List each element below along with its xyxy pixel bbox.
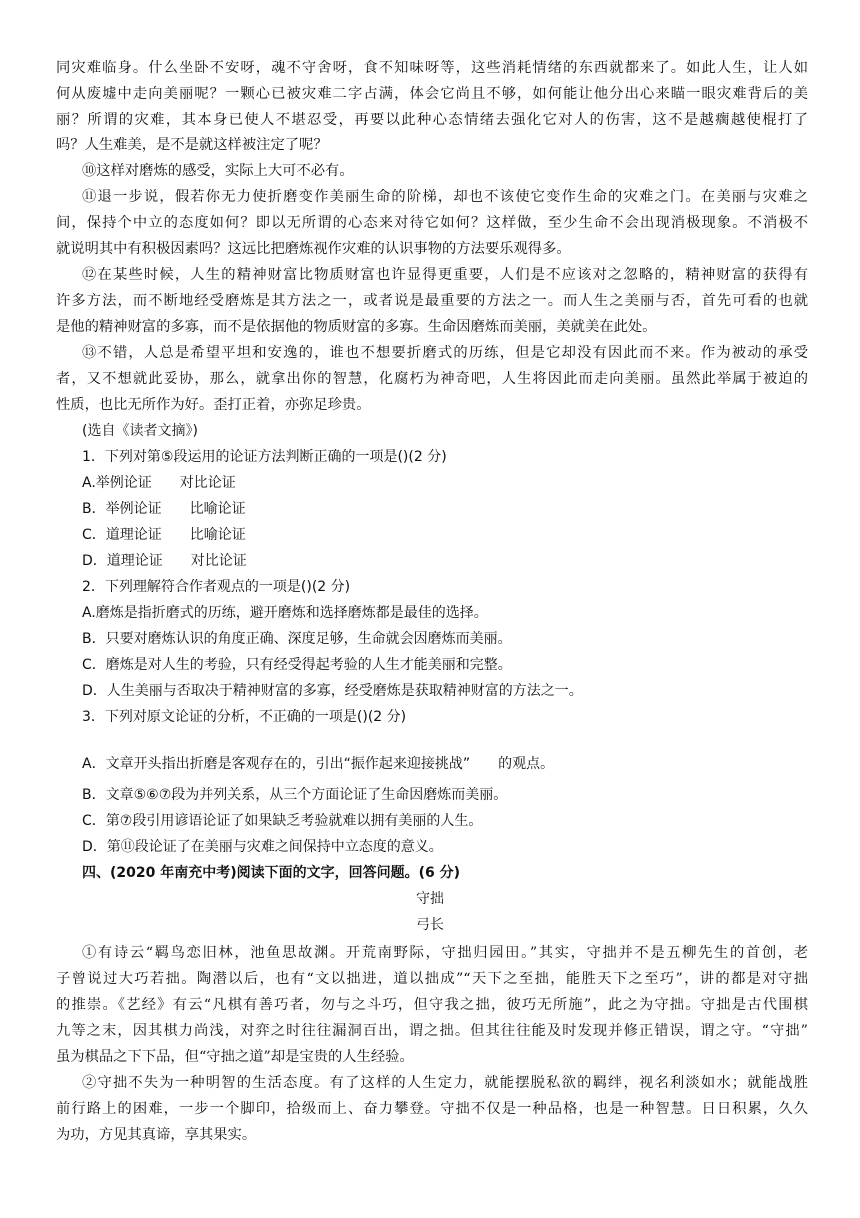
option-1c: C．道理论证 比喻论证 [82,527,246,543]
article-author: 弓长 [416,917,444,933]
section-4-heading: 四、(2020 年南充中考)阅读下面的文字，回答问题。(6 分) [82,865,461,881]
paragraph-13-line: ⑬不错，人总是希望平坦和安逸的，谁也不想要折磨式的历练，但是它却没有因此而不来。作为被动的承受 [82,345,808,361]
paragraph-12-line: 许多方法，而不断地经受磨炼是其方法之一，或者说是最重要的方法之一。而人生之美丽与否，首先可看的也就 [56,293,808,309]
option-1b: B．举例论证 比喻论证 [82,501,246,517]
option-2c: C．磨炼是对人生的考验，只有经受得起考验的人生才能美丽和完整。 [82,657,512,673]
paragraph-9-line: 丽？所谓的灾难，其本身已使人不堪忍受，再要以此种心态情绪去强化它对人的伤害，这不是越瘸越使棍打了 [56,112,808,128]
option-2b: B．只要对磨炼认识的角度正确、深度足够，生命就会因磨炼而美丽。 [82,631,512,647]
question-2: 2．下列理解符合作者观点的一项是()(2 分) [82,579,351,595]
paragraph-11-line: ⑪退一步说，假若你无力使折磨变作美丽生命的阶梯，却也不该使它变作生命的灾难之门。在美丽与灾难之 [82,189,808,205]
option-1a: A.举例论证 对比论证 [82,475,236,491]
article-paragraph-1-line: 九等之末，因其棋力尚浅，对弈之时往往漏洞百出，谓之拙。但其往往能及时发现并修正错误，谓之守。“守拙” [56,1023,808,1039]
article-paragraph-2-line: ②守拙不失为一种明智的生活态度。有了这样的人生定力，就能摆脱私欲的羁绊，视名利淡如水；就能战胜 [82,1075,808,1091]
article-paragraph-1-line: 的推崇。《艺经》有云“凡棋有善巧者，勿与之斗巧，但守我之拙，彼巧无所施”，此之为守拙。守拙是古代围棋 [56,997,808,1013]
option-3c: C．第⑦段引用谚语论证了如果缺乏考验就难以拥有美丽的人生。 [82,813,483,829]
article-paragraph-2-line: 前行路上的困难，一步一个脚印，拾级而上、奋力攀登。守拙不仅是一种品格，也是一种智慧。日日积累，久久 [56,1101,808,1117]
option-1d: D．道理论证 对比论证 [82,553,247,569]
paragraph-13-line: 者，又不想就此妥协，那么，就拿出你的智慧，化腐朽为神奇吧，人生将因此而走向美丽。虽然此举属于被迫的 [56,371,808,387]
article-paragraph-1-line: 虽为棋品之下下品，但“守拙之道”却是宝贵的人生经验。 [56,1049,414,1065]
paragraph-13-line: 性质，也比无所作为好。歪打正着，亦弥足珍贵。 [56,397,371,413]
article-paragraph-2-line: 为功，方见其真谛，享其果实。 [56,1127,257,1143]
article-paragraph-1-line: 子曾说过大巧若拙。陶潜以后，也有“文以拙进，道以拙成”“天下之至拙，能胜天下之至巧”，讲的都是对守拙 [56,971,808,987]
paragraph-11-line: 就说明其中有积极因素吗？这远比把磨炼视作灾难的认识事物的方法要乐观得多。 [56,241,571,257]
paragraph-9-line: 吗？人生难美，是不是就这样被注定了呢？ [56,137,328,153]
question-1: 1．下列对第⑤段运用的论证方法判断正确的一项是()(2 分) [82,449,447,465]
paragraph-11-line: 间，保持个中立的态度如何？即以无所谓的心态来对待它如何？这样做，至少生命不会出现消极现象。不消极不 [56,215,808,231]
option-2d: D．人生美丽与否取决于精神财富的多寡，经受磨炼是获取精神财富的方法之一。 [82,683,583,699]
question-3: 3．下列对原文论证的分析，不正确的一项是()(2 分) [82,709,407,725]
option-2a: A.磨炼是指折磨式的历练，避开磨炼和选择磨炼都是最佳的选择。 [82,605,488,621]
article-title: 守拙 [416,891,444,907]
source-note: (选自《读者文摘》) [82,423,198,439]
option-3d: D．第⑪段论证了在美丽与灾难之间保持中立态度的意义。 [82,839,443,855]
paragraph-12-line: 是他的精神财富的多寡，而不是依据他的物质财富的多寡。生命因磨炼而美丽，美就美在此处。 [56,319,657,335]
paragraph-10: ⑩这样对磨炼的感受，实际上大可不必有。 [82,163,354,179]
article-paragraph-1-line: ①有诗云“羁鸟恋旧林，池鱼思故渊。开荒南野际，守拙归园田。”其实，守拙并不是五柳先生的首创，老 [82,945,808,961]
paragraph-12-line: ⑫在某些时候，人生的精神财富比物质财富也许显得更重要，人们是不应该对之忽略的，精神财富的获得有 [82,267,808,283]
option-3b: B．文章⑤⑥⑦段为并列关系，从三个方面论证了生命因磨炼而美丽。 [82,787,508,803]
paragraph-9-line: 何从废墟中走向美丽呢？一颗心已被灾难二字占满，体会它尚且不够，如何能让他分出心来瞄一眼灾难背后的美 [56,86,808,102]
paragraph-9-line: 同灾难临身。什么坐卧不安呀，魂不守舍呀，食不知味呀等，这些消耗情绪的东西就都来了。如此人生，让人如 [56,60,808,76]
option-3a: A．文章开头指出折磨是客观存在的，引出“振作起来迎接挑战” 的观点。 [82,756,555,772]
